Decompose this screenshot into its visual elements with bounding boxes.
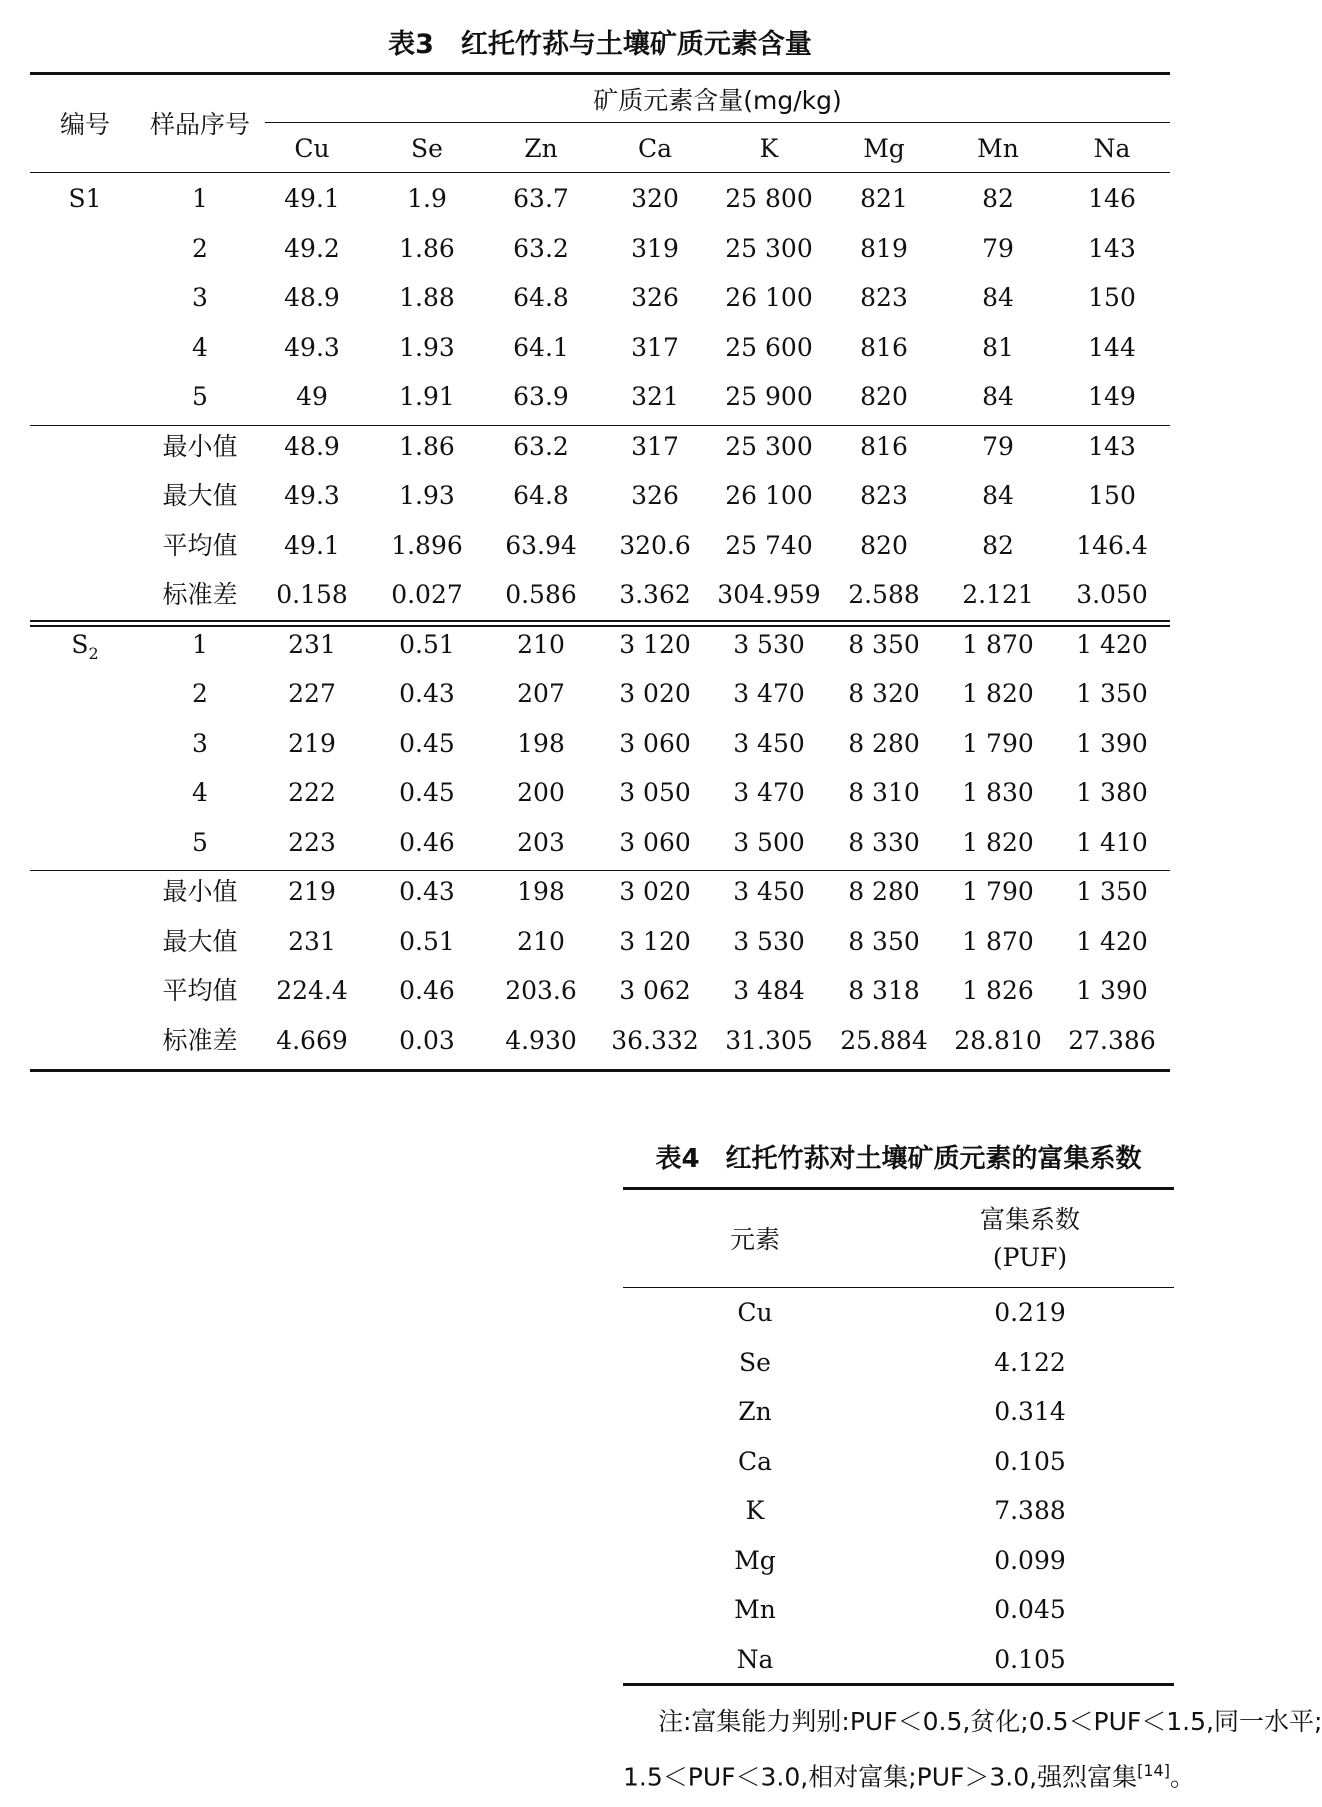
element-name: Mn	[734, 1595, 776, 1624]
table-cell: 79	[982, 233, 1014, 263]
table-cell: 79	[982, 431, 1014, 461]
table-cell: 317	[631, 431, 679, 461]
table4-header-rule	[623, 1287, 1174, 1288]
table-cell: 219	[288, 877, 336, 906]
table-cell: 143	[1088, 431, 1136, 461]
table-cell: 231	[288, 629, 336, 659]
element-header-cu: Cu	[294, 134, 330, 163]
table-cell: 25.884	[840, 1025, 928, 1055]
table-cell: 8 280	[848, 728, 920, 758]
table-cell: 1 870	[962, 629, 1034, 659]
note-text: 1.5＜PUF＜3.0,相对富集;PUF＞3.0,强烈富集	[623, 1762, 1138, 1792]
table-cell: 820	[860, 382, 908, 411]
group-id-text: S1	[68, 184, 102, 213]
table-cell: 1 350	[1076, 877, 1148, 906]
element-name: Zn	[738, 1397, 772, 1426]
puf-value: 0.105	[994, 1644, 1066, 1674]
stat-label: 最大值	[162, 926, 238, 956]
table-cell: 25 300	[725, 233, 813, 263]
table-cell: 0.158	[276, 580, 348, 609]
element-name: Se	[739, 1347, 771, 1377]
table-cell: 0.51	[399, 629, 455, 659]
element-header-na: Na	[1093, 134, 1131, 163]
table-cell: 1 390	[1076, 728, 1148, 758]
table-cell: 149	[1088, 382, 1136, 411]
stats-separator-rule	[30, 425, 1170, 426]
table-cell: 4.930	[505, 1025, 577, 1055]
table-cell: 8 318	[848, 976, 920, 1005]
table-cell: 26 100	[725, 283, 813, 312]
sample-number: 3	[192, 283, 208, 312]
table-cell: 1.91	[399, 382, 455, 411]
table-cell: 816	[860, 431, 908, 461]
table-cell: 25 600	[725, 332, 813, 362]
puf-value: 4.122	[994, 1347, 1066, 1377]
puf-value: 0.099	[994, 1545, 1066, 1575]
table-cell: 3 020	[619, 877, 691, 906]
table-cell: 3 450	[733, 728, 805, 758]
table-cell: 8 280	[848, 877, 920, 906]
table-cell: 200	[517, 778, 565, 807]
table-cell: 0.51	[399, 926, 455, 956]
table3-top-rule	[30, 72, 1170, 75]
puf-value: 7.388	[994, 1496, 1066, 1525]
sample-number: 1	[192, 184, 208, 213]
stat-label: 最大值	[162, 481, 238, 510]
table-cell: 144	[1088, 332, 1136, 362]
table-cell: 25 800	[725, 184, 813, 213]
table-cell: 31.305	[725, 1025, 813, 1055]
table-cell: 143	[1088, 233, 1136, 263]
col-header-mineral-group: 矿质元素含量(mg/kg)	[593, 86, 842, 115]
table-cell: 82	[982, 184, 1014, 213]
stat-label: 最小值	[162, 431, 238, 461]
element-header-mn: Mn	[977, 134, 1019, 163]
table3-group-rule	[265, 122, 1170, 123]
table-cell: 0.46	[399, 976, 455, 1005]
table4-title: 表4 红托竹荪对土壤矿质元素的富集系数	[655, 1144, 1142, 1174]
table-cell: 64.8	[513, 283, 569, 312]
table-cell: 319	[631, 233, 679, 263]
table-cell: 1 380	[1076, 778, 1148, 807]
table4-bottom-rule	[623, 1683, 1174, 1686]
table-cell: 1 820	[962, 827, 1034, 857]
puf-value: 0.105	[994, 1446, 1066, 1476]
table-cell: 210	[517, 926, 565, 956]
table-cell: 326	[631, 283, 679, 312]
group-double-rule-bottom	[30, 625, 1170, 627]
sample-number: 2	[192, 233, 208, 263]
table-cell: 198	[517, 728, 565, 758]
table-cell: 820	[860, 530, 908, 560]
table-cell: 25 900	[725, 382, 813, 411]
table-cell: 223	[288, 827, 336, 857]
table-cell: 63.7	[513, 184, 569, 213]
col-header-sample: 样品序号	[149, 110, 250, 139]
table3-title: 表3 红托竹荪与土壤矿质元素含量	[388, 29, 812, 60]
element-header-k: K	[759, 134, 779, 163]
table-cell: 1 410	[1076, 827, 1148, 857]
sample-number: 4	[192, 332, 208, 362]
table-cell: 2.121	[962, 580, 1034, 609]
table-cell: 819	[860, 233, 908, 263]
table-cell: 304.959	[717, 580, 821, 609]
group-id-subscript: 2	[88, 643, 99, 663]
table-cell: 3 530	[733, 926, 805, 956]
table-cell: 1.93	[399, 332, 455, 362]
table-cell: 198	[517, 877, 565, 906]
table-cell: 1 420	[1076, 926, 1148, 956]
table-cell: 64.1	[513, 332, 569, 362]
table-cell: 25 740	[725, 530, 813, 560]
table-cell: 210	[517, 629, 565, 659]
table-cell: 36.332	[611, 1025, 699, 1055]
table-cell: 3 060	[619, 728, 691, 758]
table-cell: 49.3	[284, 332, 340, 362]
table-cell: 84	[982, 481, 1014, 510]
table-cell: 1 390	[1076, 976, 1148, 1005]
table-cell: 4.669	[276, 1025, 348, 1055]
table-cell: 28.810	[954, 1025, 1042, 1055]
table-cell: 0.43	[399, 877, 455, 906]
sample-number: 1	[192, 629, 208, 659]
col-header-id: 编号	[59, 110, 110, 139]
table-cell: 3 120	[619, 629, 691, 659]
table-cell: 63.94	[505, 530, 577, 560]
table-cell: 203.6	[505, 976, 577, 1005]
table-cell: 49.2	[284, 233, 340, 263]
table-cell: 3 020	[619, 679, 691, 708]
table-cell: 1.88	[399, 283, 455, 312]
sample-number: 5	[192, 827, 208, 857]
reference-marker: [14]	[1137, 1761, 1170, 1780]
table-cell: 1 820	[962, 679, 1034, 708]
sample-number: 2	[192, 679, 208, 708]
t4-col-header-puf-line2: (PUF)	[992, 1243, 1068, 1272]
table-cell: 0.45	[399, 778, 455, 807]
table-cell: 3 484	[733, 976, 805, 1005]
table-cell: 0.03	[399, 1025, 455, 1055]
element-name: Cu	[737, 1298, 773, 1327]
table-cell: 203	[517, 827, 565, 857]
table-cell: 25 300	[725, 431, 813, 461]
table-cell: 821	[860, 184, 908, 213]
note-period: 。	[1169, 1762, 1195, 1792]
table-cell: 3 450	[733, 877, 805, 906]
table4-top-rule	[623, 1187, 1174, 1190]
table-cell: 8 320	[848, 679, 920, 708]
table-cell: 63.2	[513, 233, 569, 263]
group-id	[40, 184, 130, 214]
stat-label: 标准差	[162, 580, 238, 609]
table-cell: 48.9	[284, 431, 340, 461]
table-cell: 219	[288, 728, 336, 758]
puf-value: 0.045	[994, 1595, 1066, 1624]
table-cell: 231	[288, 926, 336, 956]
table-cell: 3.050	[1076, 580, 1148, 609]
sample-number: 4	[192, 778, 208, 807]
table-cell: 3 500	[733, 827, 805, 857]
table-cell: 3 120	[619, 926, 691, 956]
table-cell: 3 062	[619, 976, 691, 1005]
stat-label: 标准差	[162, 1025, 238, 1055]
table-cell: 1.86	[399, 431, 455, 461]
table-cell: 49.1	[284, 530, 340, 560]
element-header-mg: Mg	[863, 134, 905, 163]
element-header-zn: Zn	[524, 134, 558, 163]
table-cell: 321	[631, 382, 679, 411]
stat-label: 最小值	[162, 877, 238, 906]
table-cell: 8 330	[848, 827, 920, 857]
table-cell: 84	[982, 382, 1014, 411]
element-name: Ca	[737, 1446, 773, 1476]
table-cell: 0.586	[505, 580, 577, 609]
table-cell: 26 100	[725, 481, 813, 510]
table-cell: 207	[517, 679, 565, 708]
table-cell: 8 350	[848, 926, 920, 956]
table-cell: 8 350	[848, 629, 920, 659]
table-cell: 320	[631, 184, 679, 213]
table-cell: 63.2	[513, 431, 569, 461]
table-cell: 1 350	[1076, 679, 1148, 708]
table-cell: 1 790	[962, 728, 1034, 758]
table-cell: 1 826	[962, 976, 1034, 1005]
table-cell: 823	[860, 283, 908, 312]
table-cell: 326	[631, 481, 679, 510]
table-cell: 82	[982, 530, 1014, 560]
table-cell: 81	[982, 332, 1014, 362]
table-cell: 3 060	[619, 827, 691, 857]
table-cell: 3 470	[733, 778, 805, 807]
table-cell: 224.4	[276, 976, 348, 1005]
table-cell: 3 470	[733, 679, 805, 708]
table-cell: 27.386	[1068, 1025, 1156, 1055]
table-cell: 1 870	[962, 926, 1034, 956]
table-cell: 1 420	[1076, 629, 1148, 659]
table-cell: 1.896	[391, 530, 463, 560]
table-cell: 222	[288, 778, 336, 807]
table-cell: 3 530	[733, 629, 805, 659]
table-cell: 1.93	[399, 481, 455, 510]
element-header-ca: Ca	[637, 134, 673, 163]
table-cell: 816	[860, 332, 908, 362]
table-cell: 0.027	[391, 580, 463, 609]
table-cell: 227	[288, 679, 336, 708]
table3-bottom-rule	[30, 1069, 1170, 1072]
table-cell: 3.362	[619, 580, 691, 609]
table-cell: 3 050	[619, 778, 691, 807]
table-cell: 1 830	[962, 778, 1034, 807]
table-cell: 0.43	[399, 679, 455, 708]
table-cell: 49.1	[284, 184, 340, 213]
element-name: Na	[736, 1644, 774, 1674]
table-cell: 0.46	[399, 827, 455, 857]
table-cell: 1.9	[407, 184, 447, 213]
element-name: K	[745, 1496, 765, 1525]
table-cell: 150	[1088, 283, 1136, 312]
t4-col-header-element: 元素	[729, 1225, 780, 1254]
table-cell: 823	[860, 481, 908, 510]
element-header-se: Se	[411, 134, 443, 163]
sample-number: 5	[192, 382, 208, 411]
table-cell: 84	[982, 283, 1014, 312]
table-cell: 49.3	[284, 481, 340, 510]
stat-label: 平均值	[162, 976, 238, 1005]
table4-note-line1: 注:富集能力判别:PUF＜0.5,贫化;0.5＜PUF＜1.5,同一水平;	[658, 1707, 1322, 1736]
table4-note-line2	[623, 1756, 1195, 1792]
table-cell: 49	[296, 382, 328, 411]
table-cell: 1.86	[399, 233, 455, 263]
table-cell: 64.8	[513, 481, 569, 510]
table-cell: 2.588	[848, 580, 920, 609]
table-cell: 320.6	[619, 530, 691, 560]
table-cell: 146	[1088, 184, 1136, 213]
group-double-rule-top	[30, 620, 1170, 622]
table3-header-rule	[30, 172, 1170, 173]
sample-number: 3	[192, 728, 208, 758]
table-cell: 1 790	[962, 877, 1034, 906]
table-cell: 8 310	[848, 778, 920, 807]
puf-value: 0.314	[994, 1397, 1066, 1426]
table-cell: 317	[631, 332, 679, 362]
element-name: Mg	[734, 1545, 776, 1575]
table-cell: 48.9	[284, 283, 340, 312]
stats-separator-rule	[30, 870, 1170, 871]
group-id-text: S	[71, 629, 89, 659]
table-cell: 63.9	[513, 382, 569, 411]
group-id	[40, 630, 130, 669]
table-cell: 0.45	[399, 728, 455, 758]
stat-label: 平均值	[162, 530, 238, 560]
table-cell: 146.4	[1076, 530, 1148, 560]
table-cell: 150	[1088, 481, 1136, 510]
puf-value: 0.219	[994, 1298, 1066, 1327]
t4-col-header-puf-line1: 富集系数	[979, 1205, 1080, 1234]
